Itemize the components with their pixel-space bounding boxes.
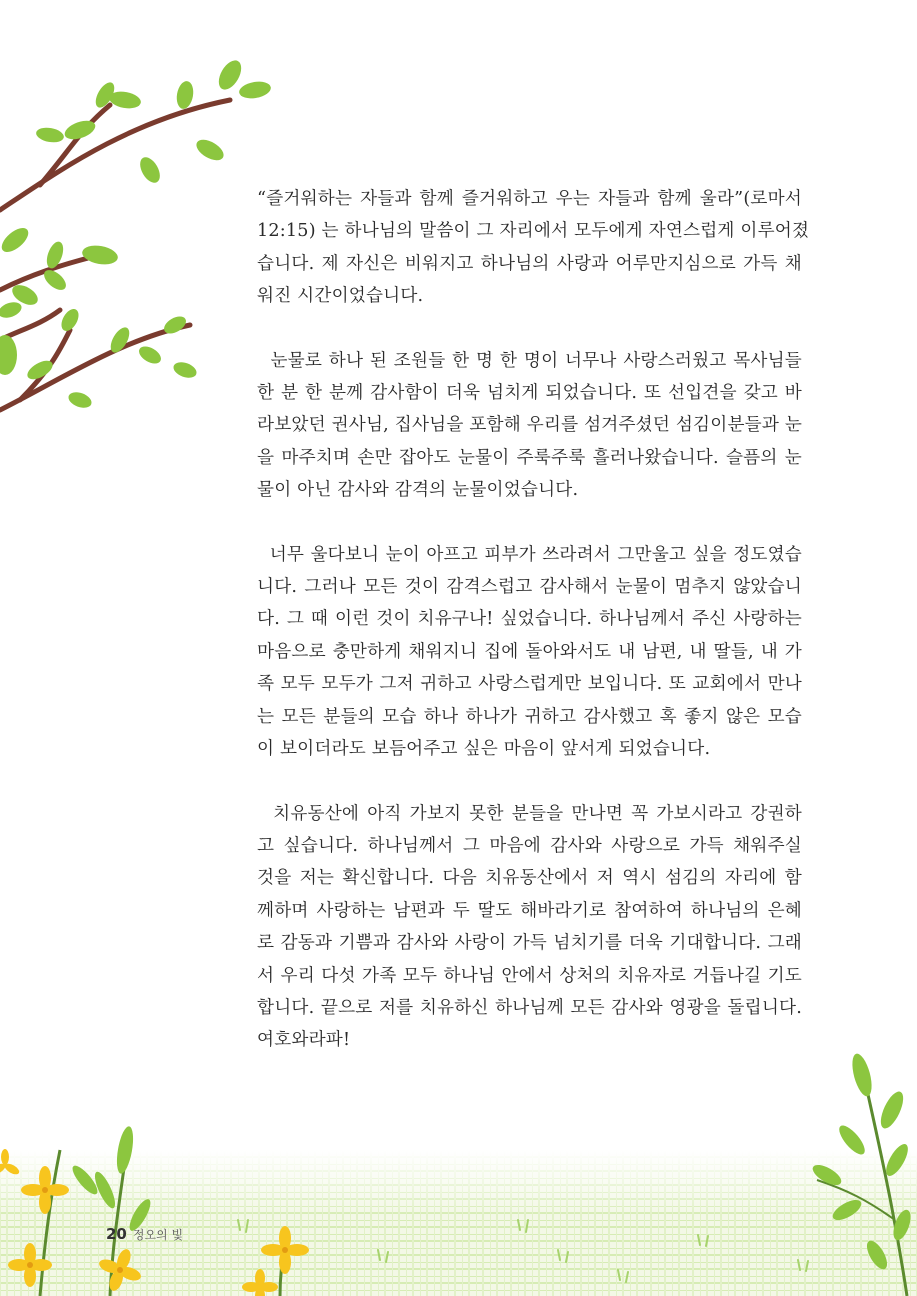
text-line: 로 감동과 기쁨과 감사와 사랑이 가득 넘치기를 더욱 기대합니다. 그래	[257, 933, 802, 954]
text-line: 워진 시간이었습니다.	[257, 286, 424, 307]
text-line: 물이 아닌 감사와 감격의 눈물이었습니다.	[257, 480, 579, 501]
page-number: 20	[106, 1225, 127, 1243]
paragraph	[257, 345, 802, 507]
paragraph	[257, 798, 802, 1057]
text-line: 너무 울다보니 눈이 아프고 피부가 쓰라려서 그만울고 싶을 정도였습	[257, 544, 802, 565]
text-line: 을 마주치며 손만 잡아도 눈물이 주룩주룩 흘러나왔습니다. 슬픔의 눈	[257, 447, 802, 468]
text-line: 합니다. 끝으로 저를 치유하신 하나님께 모든 감사와 영광을 돌립니다.	[257, 997, 802, 1018]
text-line: 습니다. 제 자신은 비워지고 하나님의 사랑과 어루만지심으로 가득 채	[257, 253, 802, 274]
text-line: 고 싶습니다. 하나님께서 그 마음에 감사와 사랑으로 가득 채워주실	[257, 835, 802, 856]
text-line: 는 모든 분들의 모습 하나 하나가 귀하고 감사했고 혹 좋지 않은 모습	[257, 706, 802, 727]
paragraph	[257, 183, 810, 313]
text-line: 것을 저는 확신합니다. 다음 치유동산에서 저 역시 섬김의 자리에 함	[257, 868, 802, 889]
publication-title: 정오의 빛	[132, 1228, 184, 1242]
forsythia-flower	[0, 1120, 220, 1296]
paragraph	[257, 539, 802, 766]
text-line: 니다. 그러나 모든 것이 감격스럽고 감사해서 눈물이 멈추지 않았습니	[257, 577, 802, 598]
branch-illustration	[0, 40, 300, 440]
forsythia-flower	[230, 1215, 340, 1296]
text-line: 라보았던 권사님, 집사님을 포함해 우리를 섬겨주셨던 섬김이분들과 눈	[257, 415, 803, 436]
text-line: 마음으로 충만하게 채워지니 집에 돌아와서도 내 남편, 내 딸들, 내 가	[257, 641, 802, 662]
text-line: 족 모두 모두가 그저 귀하고 사랑스럽게만 보입니다. 또 교회에서 만나	[257, 674, 802, 695]
leafy-stem-illustration	[807, 1050, 917, 1296]
text-line: 서 우리 다섯 가족 모두 하나님 안에서 상처의 치유자로 거듭나길 기도	[257, 965, 802, 986]
text-line: 한 분 한 분께 감사함이 더욱 넘치게 되었습니다. 또 선입견을 갖고 바	[257, 383, 802, 404]
text-line: 이 보이더라도 보듬어주고 싶은 마음이 앞서게 되었습니다.	[257, 739, 711, 760]
text-line: 다. 그 때 이런 것이 치유구나! 싶었습니다. 하나님께서 주신 사랑하는	[257, 609, 802, 630]
page-footer	[106, 1225, 183, 1243]
text-line: 눈물로 하나 된 조원들 한 명 한 명이 너무나 사랑스러웠고 목사님들	[257, 350, 802, 371]
article-body	[257, 183, 810, 1057]
text-line: 여호와라파!	[257, 1030, 351, 1051]
text-line: “즐거워하는 자들과 함께 즐거워하고 우는 자들과 함께 울라”(로마서	[257, 189, 802, 209]
text-line: 께하며 사랑하는 남편과 두 딸도 해바라기로 참여하여 하나님의 은혜	[257, 900, 802, 921]
text-line: 치유동산에 아직 가보지 못한 분들을 만나면 꼭 가보시라고 강권하	[257, 803, 802, 824]
text-line: 12:15) 는 하나님의 말씀이 그 자리에서 모두에게 자연스럽게 이루어졌	[257, 221, 810, 242]
